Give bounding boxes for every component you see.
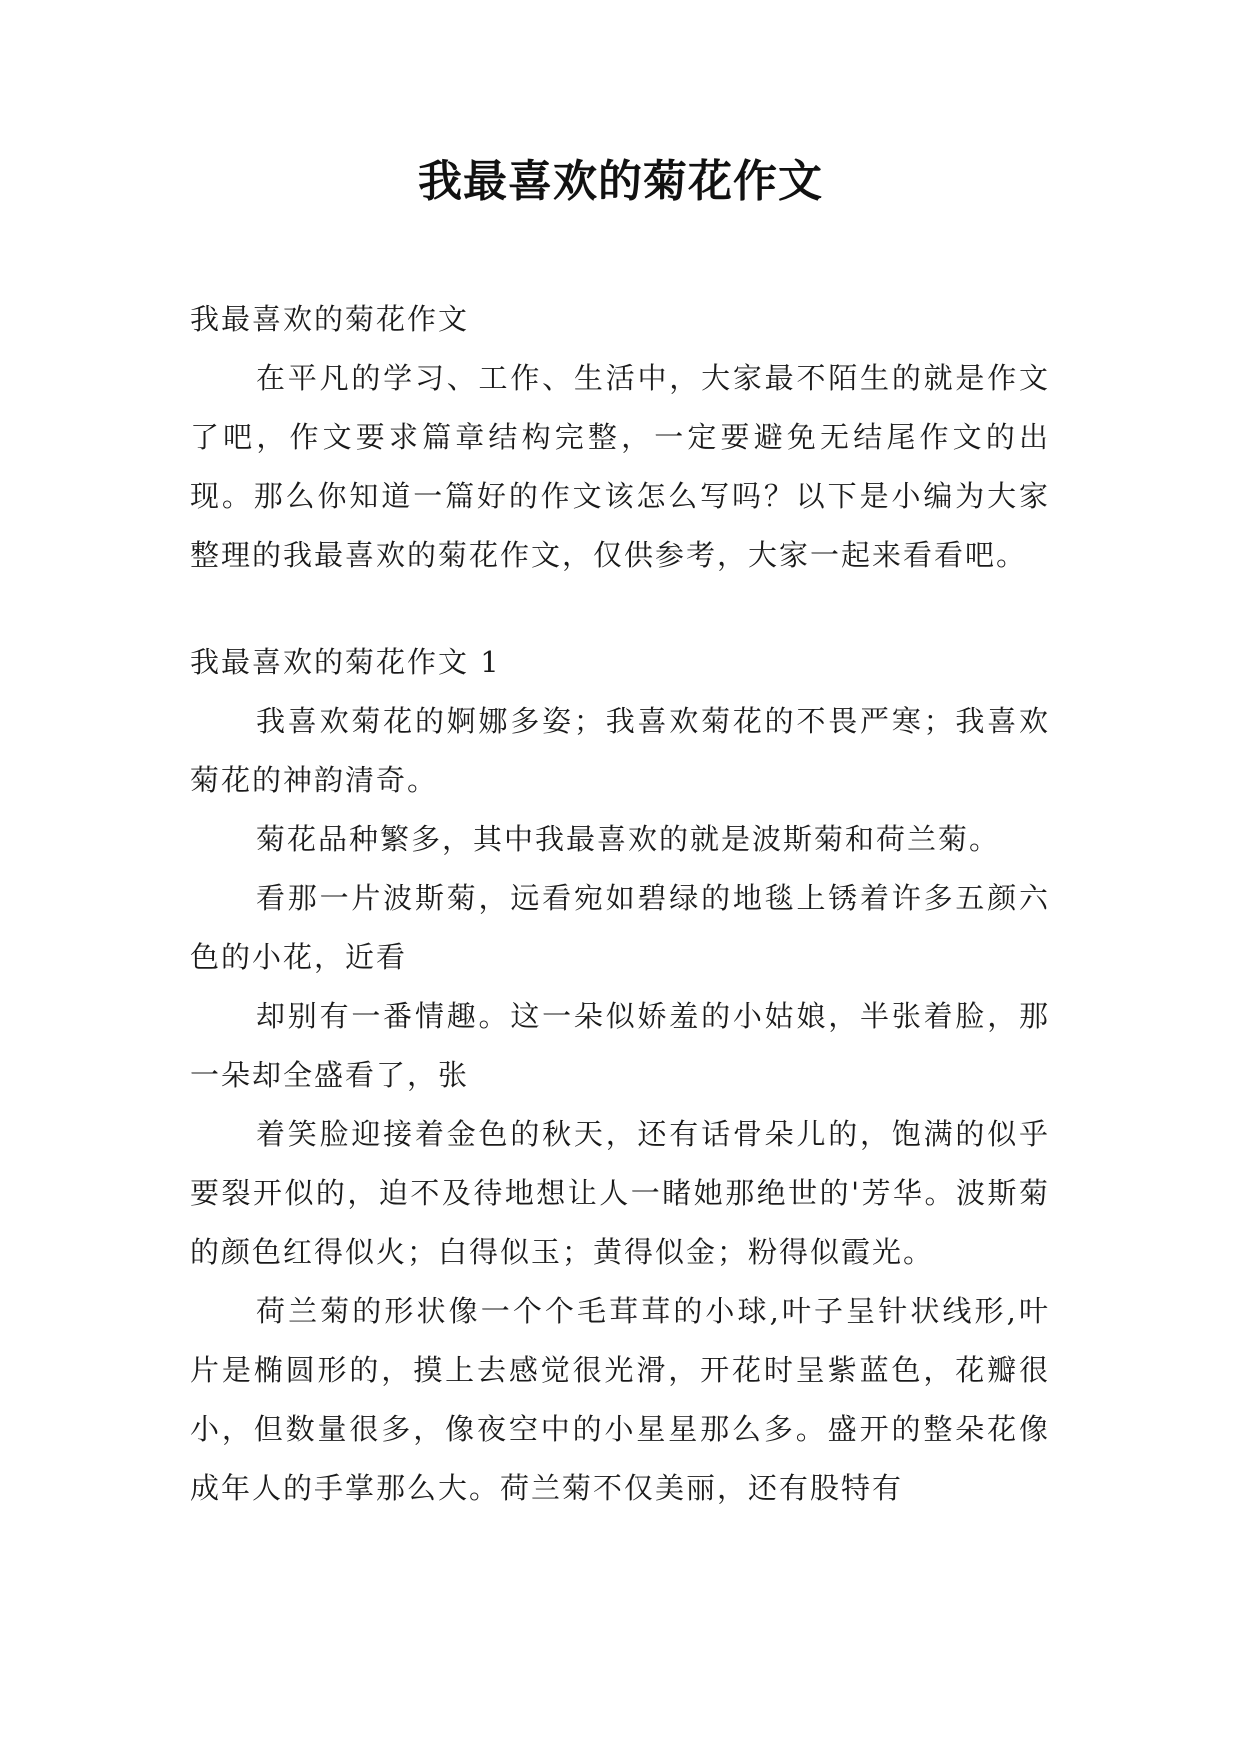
body-paragraph: 我喜欢菊花的婀娜多姿；我喜欢菊花的不畏严寒；我喜欢菊花的神韵清奇。 xyxy=(190,704,1050,797)
body-paragraph: 却别有一番情趣。这一朵似娇羞的小姑娘，半张着脸，那一朵却全盛看了，张 xyxy=(190,999,1050,1092)
body-paragraph: 看那一片波斯菊，远看宛如碧绿的地毯上锈着许多五颜六色的小花，近看 xyxy=(190,881,1050,974)
section-spacer xyxy=(190,585,1050,633)
intro-heading: 我最喜欢的菊花作文 xyxy=(190,302,470,336)
body-paragraph: 菊花品种繁多，其中我最喜欢的就是波斯菊和荷兰菊。 xyxy=(256,822,1001,856)
body-paragraph: 荷兰菊的形状像一个个毛茸茸的小球,叶子呈针状线形,叶片是椭圆形的，摸上去感觉很光滑，开花时呈紫蓝色，花瓣很小，但数量很多，像夜空中的小星星那么多。盛开的整朵花像成年人的手掌那么大。荷兰菊不仅美丽，还有股特有 xyxy=(190,1294,1050,1505)
document-body xyxy=(190,290,1050,1518)
section-heading: 我最喜欢的菊花作文 1 xyxy=(190,645,501,679)
body-paragraph: 着笑脸迎接着金色的秋天，还有话骨朵儿的，饱满的似乎要裂开似的，迫不及待地想让人一睹她那绝世的'芳华。波斯菊的颜色红得似火；白得似玉；黄得似金；粉得似霞光。 xyxy=(190,1117,1050,1269)
intro-paragraph: 在平凡的学习、工作、生活中，大家最不陌生的就是作文了吧，作文要求篇章结构完整，一定要避免无结尾作文的出现。那么你知道一篇好的作文该怎么写吗？以下是小编为大家整理的我最喜欢的菊花作文，仅供参考，大家一起来看看吧。 xyxy=(190,361,1050,572)
page-title: 我最喜欢的菊花作文 xyxy=(418,156,823,207)
